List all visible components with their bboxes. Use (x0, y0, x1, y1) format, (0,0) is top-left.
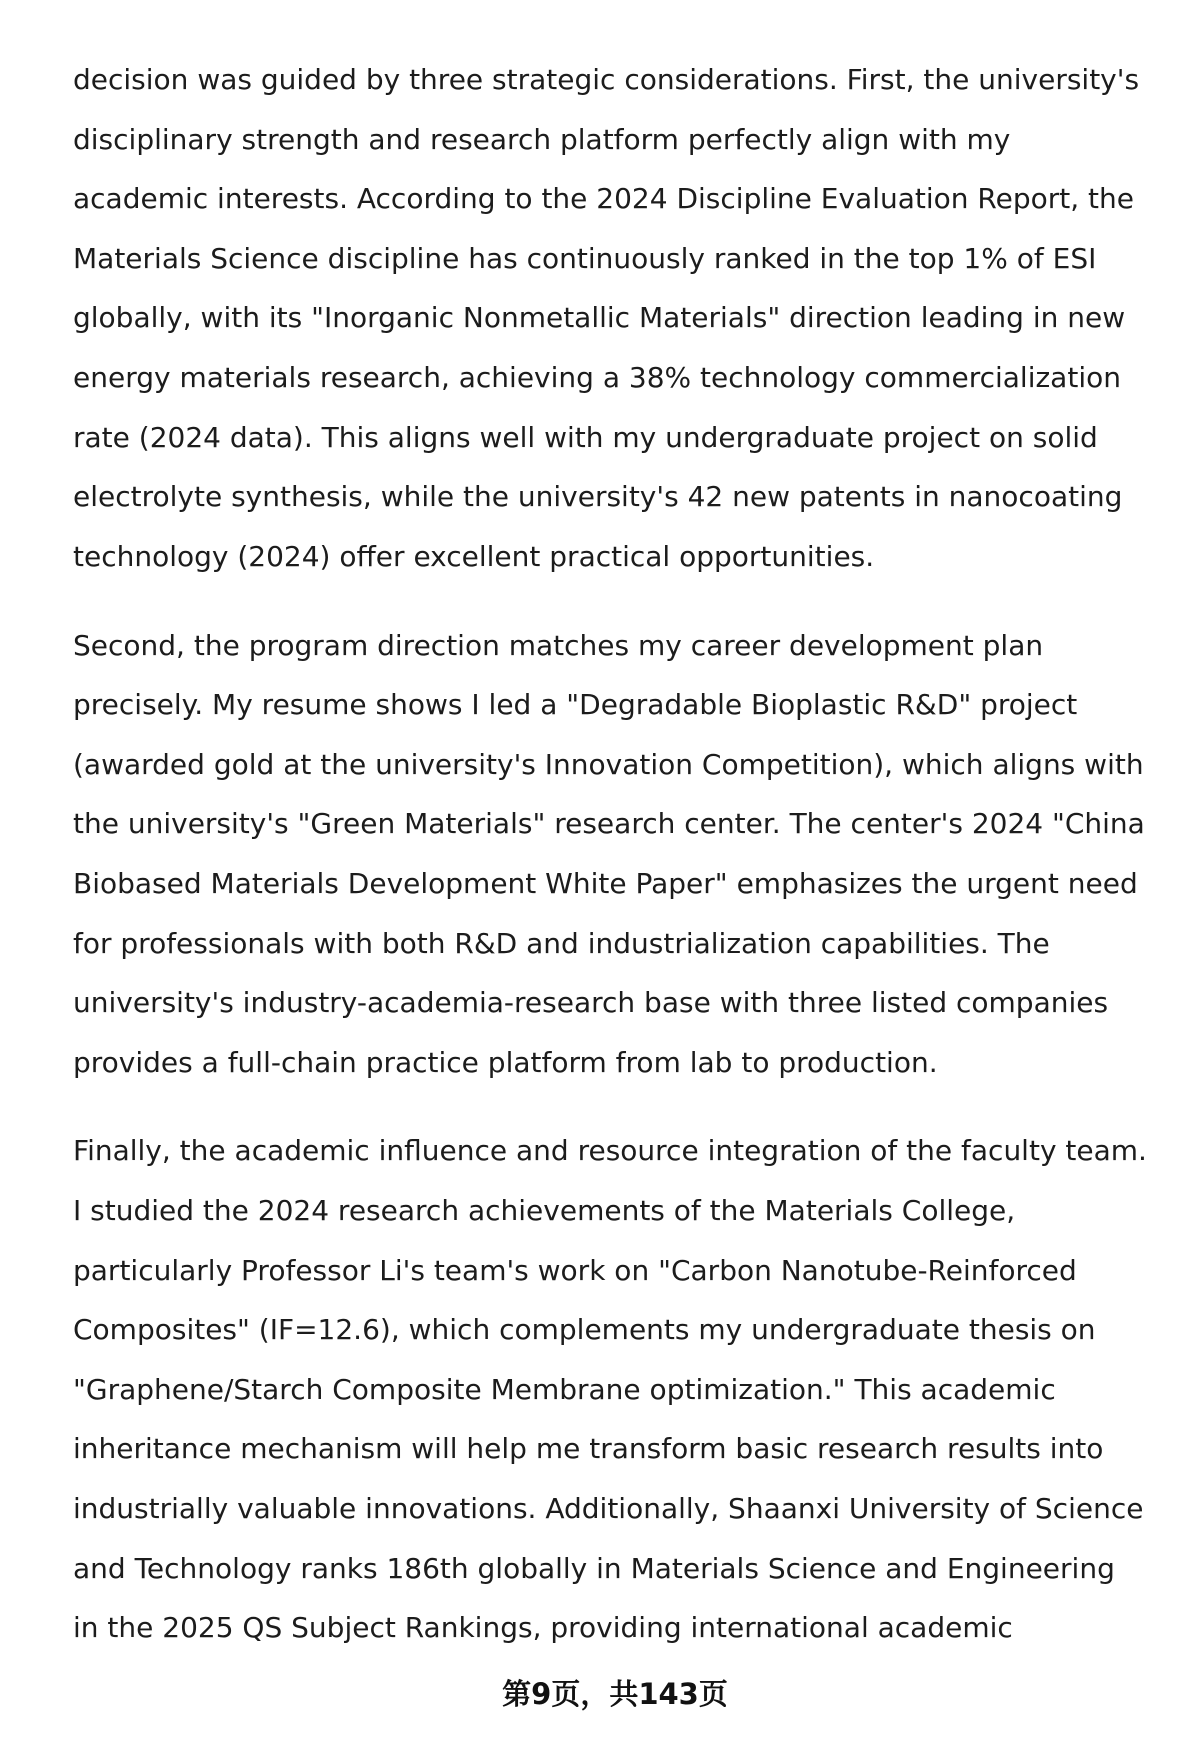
text-line: academic interests. According to the 2024 Discipline Evaluation Report, the (73, 182, 1134, 216)
text-line: Finally, the academic influence and resource integration of the faculty team. (73, 1134, 1147, 1168)
text-line: disciplinary strength and research platform perfectly align with my (73, 122, 1011, 156)
text-line: Composites" (IF=12.6), which complements my undergraduate thesis on (73, 1313, 1096, 1347)
text-line: industrially valuable innovations. Additionally, Shaanxi University of Science (73, 1492, 1144, 1526)
text-line: and Technology ranks 186th globally in Materials Science and Engineering (73, 1551, 1115, 1585)
text-line: (awarded gold at the university's Innovation Competition), which aligns with (73, 747, 1144, 781)
text-line: particularly Professor Li's team's work on "Carbon Nanotube-Reinforced (73, 1253, 1077, 1287)
body-text (73, 50, 1183, 1687)
paragraph-faculty-influence (73, 1121, 1183, 1657)
text-line: electrolyte synthesis, while the university's 42 new patents in nanocoating (73, 480, 1123, 514)
text-line: technology (2024) offer excellent practical opportunities. (73, 539, 875, 573)
text-line: inheritance mechanism will help me transform basic research results into (73, 1432, 1104, 1466)
text-line: I studied the 2024 research achievements of the Materials College, (73, 1194, 1016, 1228)
text-line: "Graphene/Starch Composite Membrane optimization." This academic (73, 1372, 1056, 1406)
page-number-footer: 第9页，共143页 (502, 1677, 728, 1711)
text-line: energy materials research, achieving a 38% technology commercialization (73, 360, 1121, 394)
text-line: provides a full-chain practice platform from lab to production. (73, 1045, 938, 1079)
text-line: globally, with its "Inorganic Nonmetallic Materials" direction leading in new (73, 301, 1126, 335)
text-line: the university's "Green Materials" research center. The center's 2024 "China (73, 807, 1145, 841)
text-line: rate (2024 data). This aligns well with my undergraduate project on solid (73, 420, 1098, 454)
text-line: for professionals with both R&D and industrialization capabilities. The (73, 926, 1050, 960)
text-line: Second, the program direction matches my career development plan (73, 628, 1044, 662)
paragraph-career-development (73, 616, 1183, 1093)
text-line: Materials Science discipline has continuously ranked in the top 1% of ESI (73, 241, 1097, 275)
text-line: university's industry-academia-research base with three listed companies (73, 986, 1109, 1020)
text-line: precisely. My resume shows I led a "Degradable Bioplastic R&D" project (73, 688, 1078, 722)
text-line: Biobased Materials Development White Paper" emphasizes the urgent need (73, 866, 1138, 900)
paragraph-strategic-considerations (73, 50, 1183, 586)
text-line: decision was guided by three strategic considerations. First, the university's (73, 63, 1140, 96)
text-line: in the 2025 QS Subject Rankings, providing international academic (73, 1611, 1013, 1645)
